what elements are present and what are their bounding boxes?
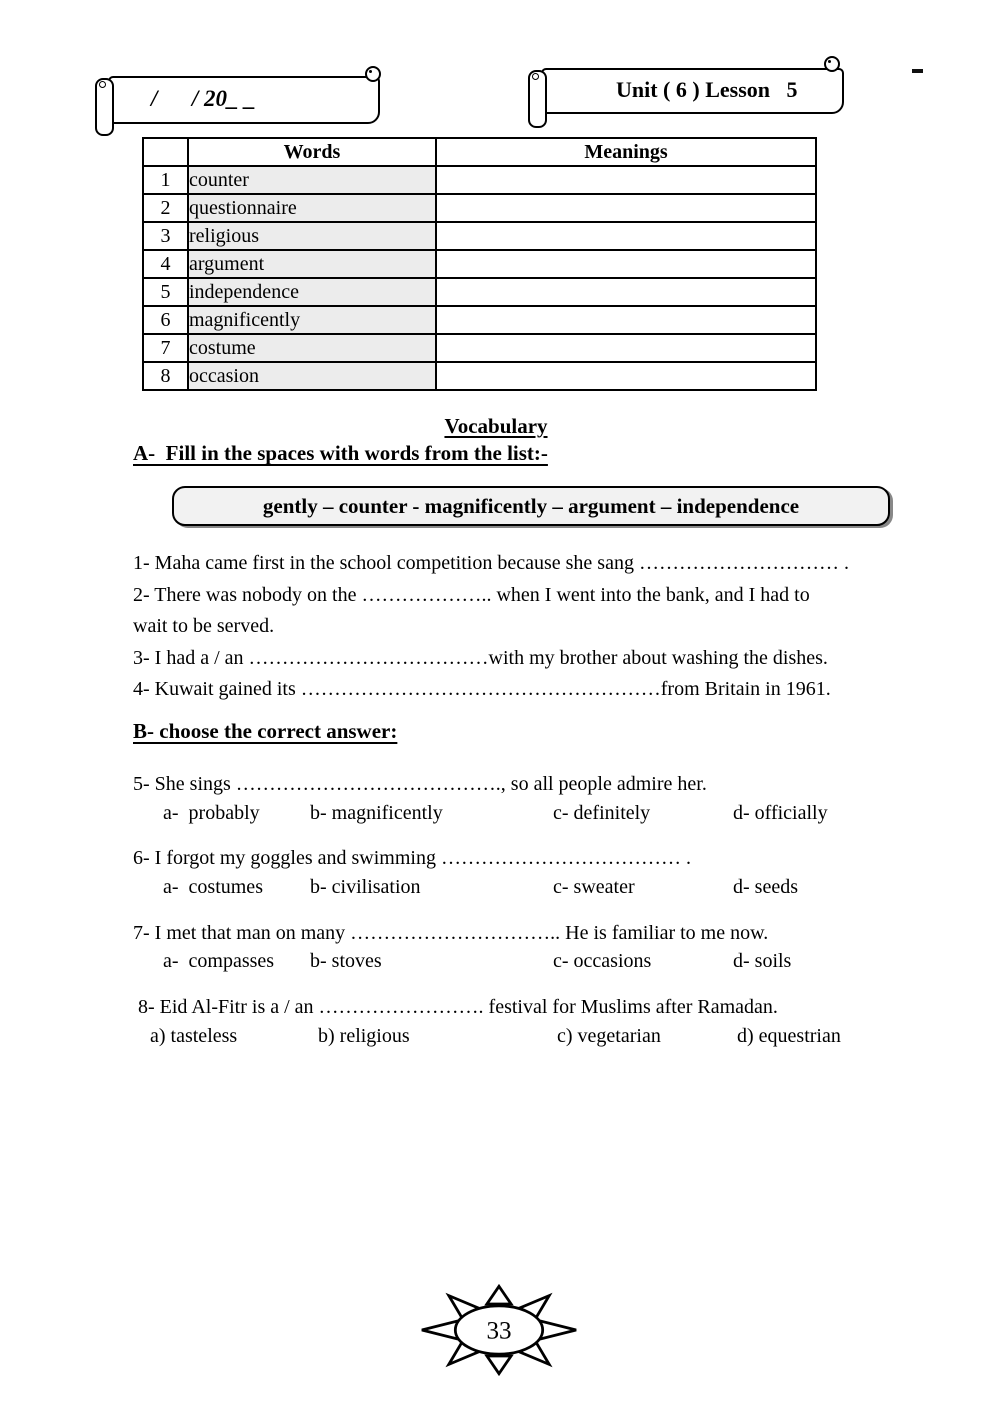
row-num: 1 [143,166,188,194]
header-num [143,138,188,166]
table-row [143,222,816,250]
row-num: 8 [143,362,188,390]
question-8-options [133,1025,953,1049]
scroll-curl-icon [365,66,381,82]
sentence-2-continued: wait to be served. [133,615,275,637]
scroll-curl-icon [824,56,840,72]
scroll-roll-icon [528,70,547,128]
row-num: 7 [143,334,188,362]
row-meaning [436,362,816,390]
table-header-row [143,138,816,166]
option-c: c- occasions [553,950,652,972]
option-d: d- officially [733,802,828,824]
option-a: a- costumes [163,876,263,898]
table-row [143,278,816,306]
row-num: 6 [143,306,188,334]
option-c: c- definitely [553,802,651,824]
question-5: 5- She sings …………………………………., so all people admire her. [133,773,707,795]
row-meaning [436,306,816,334]
table-row [143,166,816,194]
row-word: independence [188,278,436,306]
question-5-options [133,802,953,826]
option-b: b) religious [318,1025,410,1047]
date-banner-text: / / 20_ _ [151,86,256,111]
row-num: 2 [143,194,188,222]
table-row [143,362,816,390]
option-c: c) vegetarian [557,1025,661,1047]
option-b: b- civilisation [310,876,421,898]
question-8: 8- Eid Al-Fitr is a / an ……………………. festival for Muslims after Ramadan. [133,996,778,1018]
row-meaning [436,166,816,194]
option-c: c- sweater [553,876,635,898]
question-7-options [133,950,953,974]
table-row [143,334,816,362]
option-d: d) equestrian [737,1025,841,1047]
row-word: counter [188,166,436,194]
page-number: 33 [486,1317,512,1345]
option-b: b- stoves [310,950,382,972]
section-b-heading: B- choose the correct answer: [133,719,398,743]
row-meaning [436,222,816,250]
question-7: 7- I met that man on many ………………………….. He is familiar to me now. [133,922,769,944]
word-list-box: gently – counter - magnificently – argument – independence [172,486,890,526]
question-6-options [133,876,953,900]
row-meaning [436,278,816,306]
header-words: Words [188,138,436,166]
unit-banner [528,56,846,122]
date-banner [95,66,387,134]
row-num: 3 [143,222,188,250]
row-meaning [436,334,816,362]
row-word: religious [188,222,436,250]
option-d: d- soils [733,950,792,972]
sentence-2: 2- There was nobody on the ……………….. when I went into the bank, and I had to [133,583,810,606]
question-6: 6- I forgot my goggles and swimming ……………………………… . [133,847,691,869]
option-a: a- probably [163,802,260,824]
row-meaning [436,250,816,278]
sun-page-number-icon [420,1283,578,1377]
sentence-4: 4- Kuwait gained its ………………………………………………from Britain in 1961. [133,678,831,700]
table-row [143,250,816,278]
row-word: magnificently [188,306,436,334]
section-a-heading: A- Fill in the spaces with words from the list:- [133,441,548,465]
scroll-roll-icon [95,78,114,136]
vocabulary-table [142,137,817,391]
sentence-3: 3- I had a / an ………………………………with my brother about washing the dishes. [133,646,828,669]
sentence-1: 1- Maha came first in the school competition because she sang ………………………… . [133,552,849,574]
corner-dash-mark [912,69,923,73]
row-word: occasion [188,362,436,390]
row-word: questionnaire [188,194,436,222]
option-a: a) tasteless [150,1025,238,1047]
vocabulary-title: Vocabulary [444,414,548,438]
unit-banner-text: Unit ( 6 ) Lesson 5 [616,77,798,102]
row-word: costume [188,334,436,362]
table-row [143,306,816,334]
row-meaning [436,194,816,222]
table-row [143,194,816,222]
option-b: b- magnificently [310,802,443,824]
row-word: argument [188,250,436,278]
option-d: d- seeds [733,876,798,898]
fill-in-sentences [133,548,933,706]
header-meanings: Meanings [436,138,816,166]
row-num: 4 [143,250,188,278]
option-a: a- compasses [163,950,275,972]
row-num: 5 [143,278,188,306]
